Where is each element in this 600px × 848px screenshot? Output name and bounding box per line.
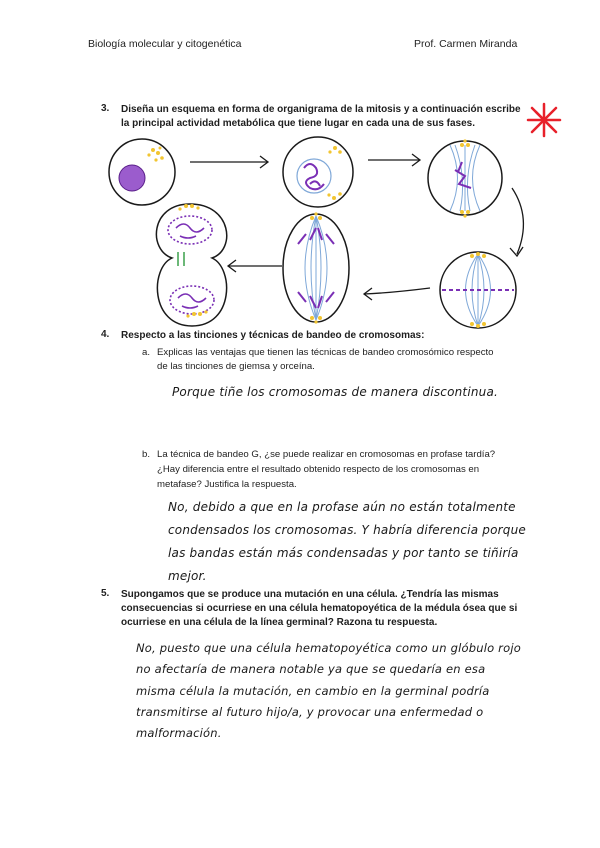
arrow-3 — [510, 188, 523, 256]
question-5-line3: ocurriese en una célula de la línea germinal? Razona tu respuesta. — [121, 617, 438, 628]
anaphase-cell — [283, 212, 349, 323]
question-5-number: 5. — [101, 588, 110, 599]
question-3-line1: Diseña un esquema en forma de organigrama de la mitosis y a continuación escribe — [121, 104, 521, 115]
question-3-number: 3. — [101, 103, 110, 114]
q5-answer-line3: misma célula la mutación, en cambio en la germinal podría — [136, 684, 490, 698]
q4b-label: b. — [142, 449, 151, 460]
star-icon — [528, 104, 560, 136]
course-title: Biología molecular y citogenética — [88, 38, 242, 50]
q5-answer-line5: malformación. — [136, 726, 222, 740]
q4a-answer: Porque tiñe los cromosomas de manera discontinua. — [172, 385, 499, 399]
q4b-line1: La técnica de bandeo G, ¿se puede realizar en cromosomas en profase tardía? — [157, 449, 496, 460]
q4b-line3: metafase? Justifica la respuesta. — [157, 479, 297, 490]
professor-name: Prof. Carmen Miranda — [414, 38, 518, 50]
prometaphase-cell — [428, 139, 502, 217]
q4b-answer-line4: mejor. — [168, 569, 207, 583]
telophase-cell — [156, 204, 226, 326]
question-4-title: Respecto a las tinciones y técnicas de bandeo de cromosomas: — [121, 330, 425, 341]
q5-answer-line1: No, puesto que una célula hematopoyética como un glóbulo rojo — [136, 641, 521, 655]
q4b-answer-line3: las bandas están más condensadas y por tanto se tiñiría — [168, 546, 519, 560]
interphase-cell — [109, 139, 175, 205]
arrow-2 — [368, 154, 420, 166]
q5-answer-line2: no afectaría de manera notable ya que se quedaría en esa — [136, 662, 486, 676]
arrow-5 — [228, 260, 282, 272]
q4b-answer-line1: No, debido a que en la profase aún no están totalmente — [168, 500, 516, 514]
q4b-line2: ¿Hay diferencia entre el resultado obtenido respecto de los cromosomas en — [157, 464, 480, 475]
q5-answer-line4: transmitirse al futuro hijo/a, y provocar una enfermedad o — [136, 705, 484, 719]
question-3-line2: la principal actividad metabólica que tiene lugar en cada una de sus fases. — [121, 118, 476, 129]
question-5-line1: Supongamos que se produce una mutación en una célula. ¿Tendría las mismas — [121, 589, 499, 600]
q4b-answer-line2: condensados los cromosomas. Y habría diferencia porque — [168, 523, 526, 537]
arrow-4 — [364, 288, 430, 300]
q4a-line2: de las tinciones de giemsa y orceína. — [157, 361, 315, 372]
arrow-1 — [190, 156, 268, 168]
question-5-line2: consecuencias si ocurriese en una célula hematopoyética de la médula ósea que si — [121, 603, 518, 614]
q4a-line1: Explicas las ventajas que tienen las técnicas de bandeo cromosómico respecto — [157, 347, 494, 358]
q4a-label: a. — [142, 347, 151, 358]
metaphase-cell — [440, 252, 516, 328]
prophase-cell — [283, 137, 353, 207]
question-4-number: 4. — [101, 329, 110, 340]
